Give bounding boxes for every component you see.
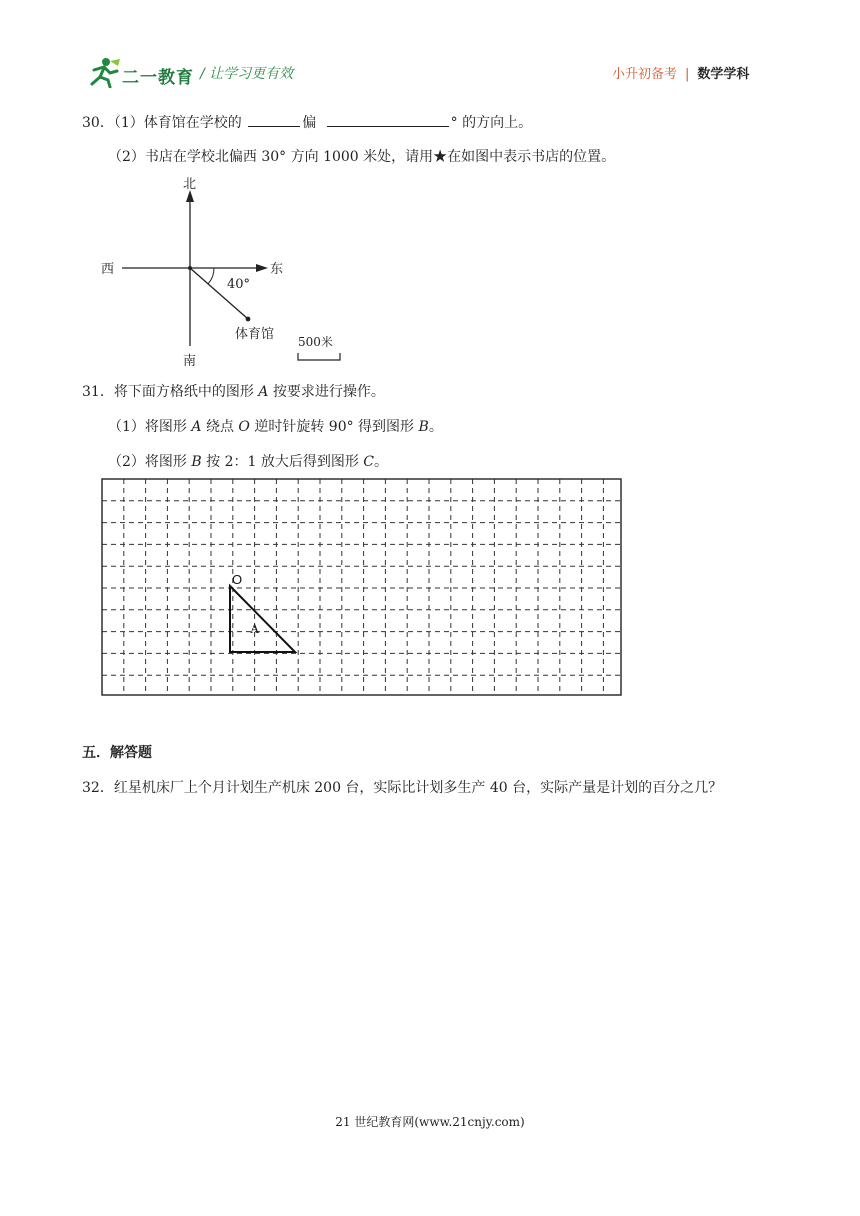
- q31-p1-var3: B: [418, 419, 429, 435]
- answer-blank-2[interactable]: [327, 112, 449, 127]
- direction-diagram: [90, 170, 360, 370]
- logo-text: 二一教育: [122, 68, 194, 88]
- q31-stem: [82, 381, 385, 401]
- q31-p2-a: （2）将图形: [108, 454, 187, 470]
- q30-part1-mid: 偏: [302, 115, 317, 131]
- east-label: 东: [270, 262, 284, 277]
- q31-p1-d: 。: [428, 419, 443, 435]
- q32-text: 32．红星机床厂上个月计划生产机床 200 台，实际比计划多生产 40 台，实际产量是计划的百分之几？: [82, 780, 723, 796]
- q31-number: 31．: [82, 384, 114, 400]
- q31-part2: [108, 451, 388, 471]
- section-title: 五．解答题: [82, 745, 152, 761]
- shape-a-label: A: [250, 621, 260, 636]
- q31-p1-a: （1）将图形: [108, 419, 187, 435]
- q31-p2-var2: C: [363, 454, 375, 470]
- header: [0, 0, 860, 100]
- subject-label: 数学学科: [697, 67, 750, 82]
- shape-a-triangle: [230, 586, 295, 652]
- exam-label: 小升初备考: [612, 67, 678, 82]
- point-o-label: O: [232, 572, 243, 587]
- footer: 21 世纪教育网(www.21cnjy.com): [335, 1115, 525, 1129]
- q31-stem-text-b: 按要求进行操作。: [272, 384, 385, 400]
- q30-part1-suffix: ° 的方向上。: [450, 115, 533, 131]
- q30-part2: （2）书店在学校北偏西 30° 方向 1000 米处，请用★在如图中表示书店的位置。: [108, 149, 616, 165]
- grid-lines: [102, 479, 621, 695]
- answer-blank-1[interactable]: [248, 112, 300, 127]
- scale-label: 500米: [298, 335, 333, 349]
- grid-paper[interactable]: [100, 477, 624, 697]
- q31-p1-b: 绕点: [205, 419, 234, 435]
- q31-p1-c: 逆时针旋转 90° 得到图形: [254, 419, 415, 435]
- q31-p1-var1: A: [191, 419, 202, 435]
- header-right: [612, 63, 749, 82]
- logo-runner-icon: [84, 56, 124, 88]
- south-label: 南: [183, 354, 197, 369]
- north-label: 北: [183, 177, 197, 192]
- q30-part1-prefix: （1）体育馆在学校的: [113, 115, 242, 131]
- stadium-label: 体育馆: [235, 327, 275, 342]
- q31-p2-var1: B: [191, 454, 202, 470]
- q31-p1-var2: O: [238, 419, 250, 435]
- q30-number: 30．: [82, 115, 114, 131]
- q31-var-a: A: [258, 384, 269, 400]
- q31-stem-text-a: 将下面方格纸中的图形: [113, 384, 254, 400]
- angle-label: 40°: [227, 277, 251, 292]
- slogan: / 让学习更有效: [200, 66, 294, 82]
- q31-p2-b: 按 2：1 放大后得到图形: [206, 454, 359, 470]
- q31-p2-c: 。: [374, 454, 389, 470]
- west-label: 西: [101, 262, 115, 277]
- q31-part1: [108, 416, 443, 436]
- header-divider: |: [685, 67, 690, 82]
- q30-part1: [82, 112, 532, 132]
